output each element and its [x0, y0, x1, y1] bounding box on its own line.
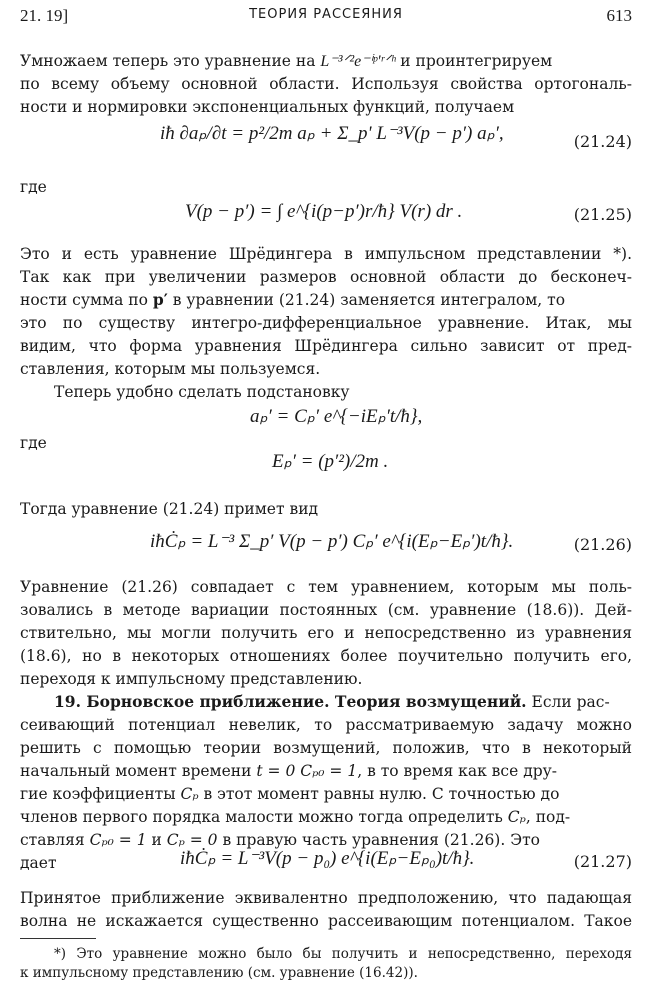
- text-line: волна не искажается существенно рассеивающим потенциалом. Такое: [20, 912, 632, 930]
- equation-21-24: iħ ∂aₚ/∂t = p²/2m aₚ + Σ_p' L⁻³V(p − p′) aₚ′,: [160, 123, 504, 144]
- inline-math: Cₚ₀ = 1: [89, 831, 147, 849]
- text-line: 19. Борновское приближение. Теория возмущений. Если рас-: [54, 692, 610, 711]
- text-line: Теперь удобно сделать подстановку: [54, 383, 350, 401]
- text-line: ности сумма по p′ в уравнении (21.24) заменяется интегралом, то: [20, 290, 566, 309]
- header-section: 21. 19]: [20, 6, 69, 25]
- text-line: Уравнение (21.26) совпадает с тем уравнением, которым мы поль-: [20, 578, 632, 596]
- footnote-line: *) Это уравнение можно было бы получить и непосредственно, переходя: [54, 946, 632, 962]
- text-line: Умножаем теперь это уравнение на L⁻³ᐟ²e⁻ⁱᵖ'ʳᐟʰ и проинтегрируем: [20, 52, 553, 70]
- text-line: ствительно, мы могли получить его и непосредственно из уравнения: [20, 624, 632, 642]
- text-line: гие коэффициенты Cₚ в этот момент равны нулю. С точностью до: [20, 785, 560, 803]
- text-line: (18.6), но в некоторых отношениях более поучительно получить его,: [20, 647, 632, 665]
- equation-number: (21.25): [573, 205, 632, 224]
- inline-math: p′: [152, 290, 168, 309]
- text-line: членов первого порядка малости можно тогда определить Cₚ, под-: [20, 808, 571, 826]
- text-line: зовались в методе вариации постоянных (см. уравнение (18.6)). Дей-: [20, 601, 632, 619]
- text-line: Принятое приближение эквивалентно предположению, что падающая: [20, 889, 632, 907]
- equation-substitution: aₚ′ = Cₚ′ e^{−iEₚ′t/ħ},: [250, 406, 423, 427]
- text-line: ности и нормировки экспоненциальных функций, получаем: [20, 98, 515, 116]
- text-line: это по существу интегро-дифференциальное уравнение. Итак, мы: [20, 314, 632, 332]
- footnote-line: к импульсному представлению (см. уравнение (16.42)).: [20, 965, 418, 981]
- inline-math: Cₚ: [507, 808, 526, 826]
- inline-math: Cₚ = 0: [166, 831, 218, 849]
- running-header: [20, 6, 632, 30]
- footnote-rule: [20, 938, 96, 939]
- text-line: где: [20, 178, 47, 196]
- header-title: ТЕОРИЯ РАССЕЯНИЯ: [249, 7, 403, 22]
- equation-number: (21.27): [573, 852, 632, 871]
- inline-math: Cₚ: [180, 785, 199, 803]
- text-line: начальный момент времени t = 0 Cₚ₀ = 1, в то время как все дру-: [20, 762, 558, 780]
- section-heading: 19. Борновское приближение. Теория возмущений.: [54, 692, 527, 711]
- text-line: где: [20, 434, 47, 452]
- text-line: дает: [20, 854, 57, 872]
- equation-21-25: V(p − p′) = ∫ e^{i(p−p′)r/ħ} V(r) dr .: [185, 201, 463, 222]
- text-line: решить с помощью теории возмущений, положив, что в некоторый: [20, 739, 632, 757]
- text-line: видим, что форма уравнения Шрёдингера сильно зависит от пред-: [20, 337, 632, 355]
- equation-21-26: iħĊₚ = L⁻³ Σ_p′ V(p − p′) Cₚ′ e^{i(Eₚ−Eₚ′)t/ħ}.: [150, 531, 514, 552]
- text-line: ставления, которым мы пользуемся.: [20, 360, 321, 378]
- text-line: Так как при увеличении размеров основной области до бесконеч-: [20, 268, 632, 286]
- inline-math: t = 0 Cₚ₀ = 1: [256, 762, 358, 780]
- text-line: по всему объему основной области. Используя свойства ортогональ-: [20, 75, 632, 93]
- text-line: переходя к импульсному представлению.: [20, 670, 363, 688]
- text-line: сеивающий потенциал невелик, то рассматриваемую задачу можно: [20, 716, 632, 734]
- equation-number: (21.24): [573, 132, 632, 151]
- text-line: ставляя Cₚ₀ = 1 и Cₚ = 0 в правую часть уравнения (21.26). Это: [20, 831, 540, 849]
- text-line: Тогда уравнение (21.24) примет вид: [20, 500, 319, 518]
- page-number: 613: [606, 6, 632, 25]
- inline-math: L⁻³ᐟ²e⁻ⁱᵖ'ʳᐟʰ: [320, 53, 396, 70]
- text-line: Это и есть уравнение Шрёдингера в импульсном представлении *).: [20, 245, 632, 263]
- equation-energy: Eₚ′ = (p′²)/2m .: [272, 451, 389, 472]
- equation-21-27: iħĊₚ = L⁻³V(p − p₀) e^{i(Eₚ−Eₚ₀)t/ħ}.: [180, 848, 475, 869]
- equation-number: (21.26): [573, 535, 632, 554]
